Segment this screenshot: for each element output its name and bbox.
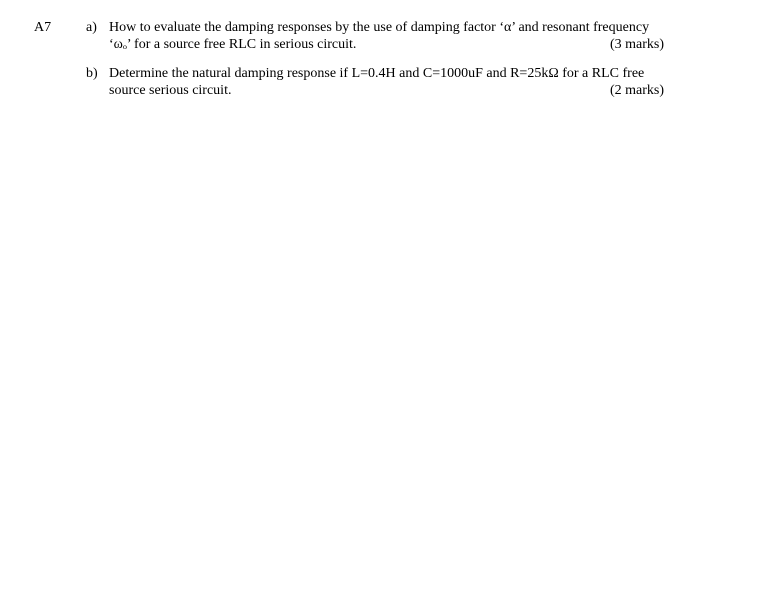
part-a-text bbox=[109, 19, 666, 53]
part-a-line-2-row bbox=[109, 36, 666, 53]
part-b-line-2-row bbox=[109, 82, 666, 99]
part-b-line-1: Determine the natural damping response if L=0.4H and C=1000uF and R=25kΩ for a RLC free bbox=[109, 66, 645, 81]
part-b-marks: (2 marks) bbox=[609, 83, 664, 98]
part-a-line-2: ‘ωₒ’ for a source free RLC in serious circuit. bbox=[109, 37, 357, 52]
part-a-marks: (3 marks) bbox=[609, 37, 664, 52]
part-a-letter: a) bbox=[86, 20, 97, 35]
part-b-line-2: source serious circuit. bbox=[109, 83, 232, 98]
part-a-line-1: How to evaluate the damping responses by the use of damping factor ‘α’ and resonant frequency bbox=[109, 20, 650, 35]
question-number: A7 bbox=[34, 20, 52, 35]
part-b-text bbox=[109, 65, 666, 99]
part-b-letter: b) bbox=[86, 66, 98, 81]
